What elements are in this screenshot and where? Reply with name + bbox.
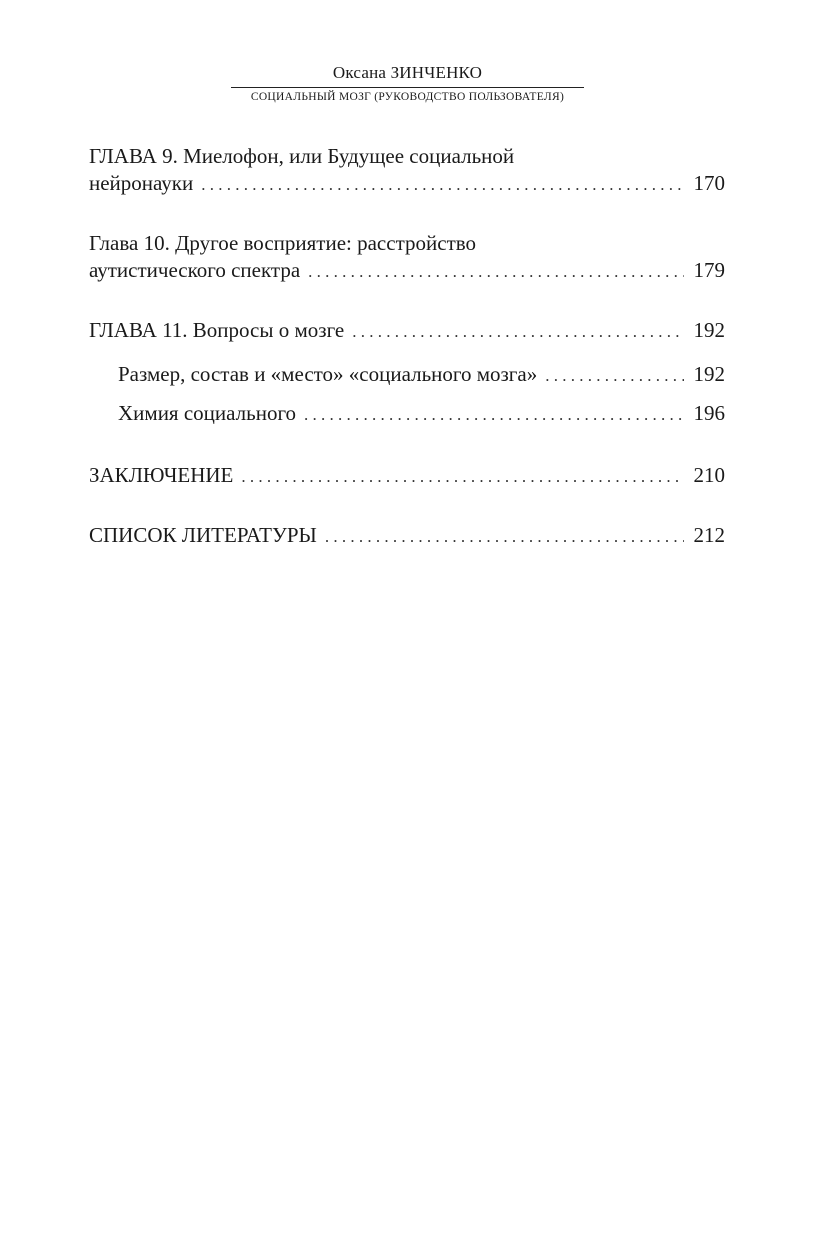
toc-entry-title: Размер, состав и «место» «социального мозга» — [118, 362, 538, 386]
toc-entry-title: ЗАКЛЮЧЕНИЕ — [89, 463, 234, 487]
toc-page-number: 210 — [693, 463, 725, 487]
dot-leader — [545, 362, 683, 389]
dot-leader — [352, 318, 683, 345]
toc-entry-chapter-11[interactable] — [89, 317, 725, 345]
toc-entry-chapter-9[interactable] — [89, 143, 725, 198]
toc-entry-size-composition[interactable] — [89, 361, 725, 389]
toc-entry-references[interactable] — [89, 522, 725, 550]
toc-page-number: 212 — [693, 523, 725, 547]
dot-leader — [201, 171, 683, 198]
toc-page-number: 196 — [693, 401, 725, 425]
toc-entry-title: ГЛАВА 11. Вопросы о мозге — [89, 318, 345, 342]
toc-page-number: 170 — [693, 171, 725, 195]
header-rule — [231, 87, 584, 88]
toc-page-number: 192 — [693, 318, 725, 342]
toc-entry-conclusion[interactable] — [89, 462, 725, 490]
dot-leader — [308, 258, 683, 285]
toc-page-number: 179 — [693, 258, 725, 282]
toc-entry-social-chemistry[interactable] — [89, 400, 725, 428]
toc-entry-chapter-10[interactable] — [89, 230, 725, 285]
toc-entry-title: ГЛАВА 9. Миелофон, или Будущее социальной — [89, 144, 515, 168]
running-head — [231, 62, 584, 105]
toc-entry-title: Химия социального — [118, 401, 297, 425]
book-title: СОЦИАЛЬНЫЙ МОЗГ (РУКОВОДСТВО ПОЛЬЗОВАТЕЛЯ) — [250, 91, 565, 103]
toc-entry-title-cont: аутистического спектра — [89, 258, 301, 282]
toc-entry-title-cont: нейронауки — [89, 171, 194, 195]
author-name: Оксана ЗИНЧЕНКО — [332, 63, 483, 82]
toc-entry-title: Глава 10. Другое восприятие: расстройство — [89, 231, 477, 255]
toc-entry-title: СПИСОК ЛИТЕРАТУРЫ — [89, 523, 317, 547]
dot-leader — [325, 523, 684, 550]
dot-leader — [304, 401, 683, 428]
dot-leader — [241, 463, 683, 490]
toc-page-number: 192 — [693, 362, 725, 386]
